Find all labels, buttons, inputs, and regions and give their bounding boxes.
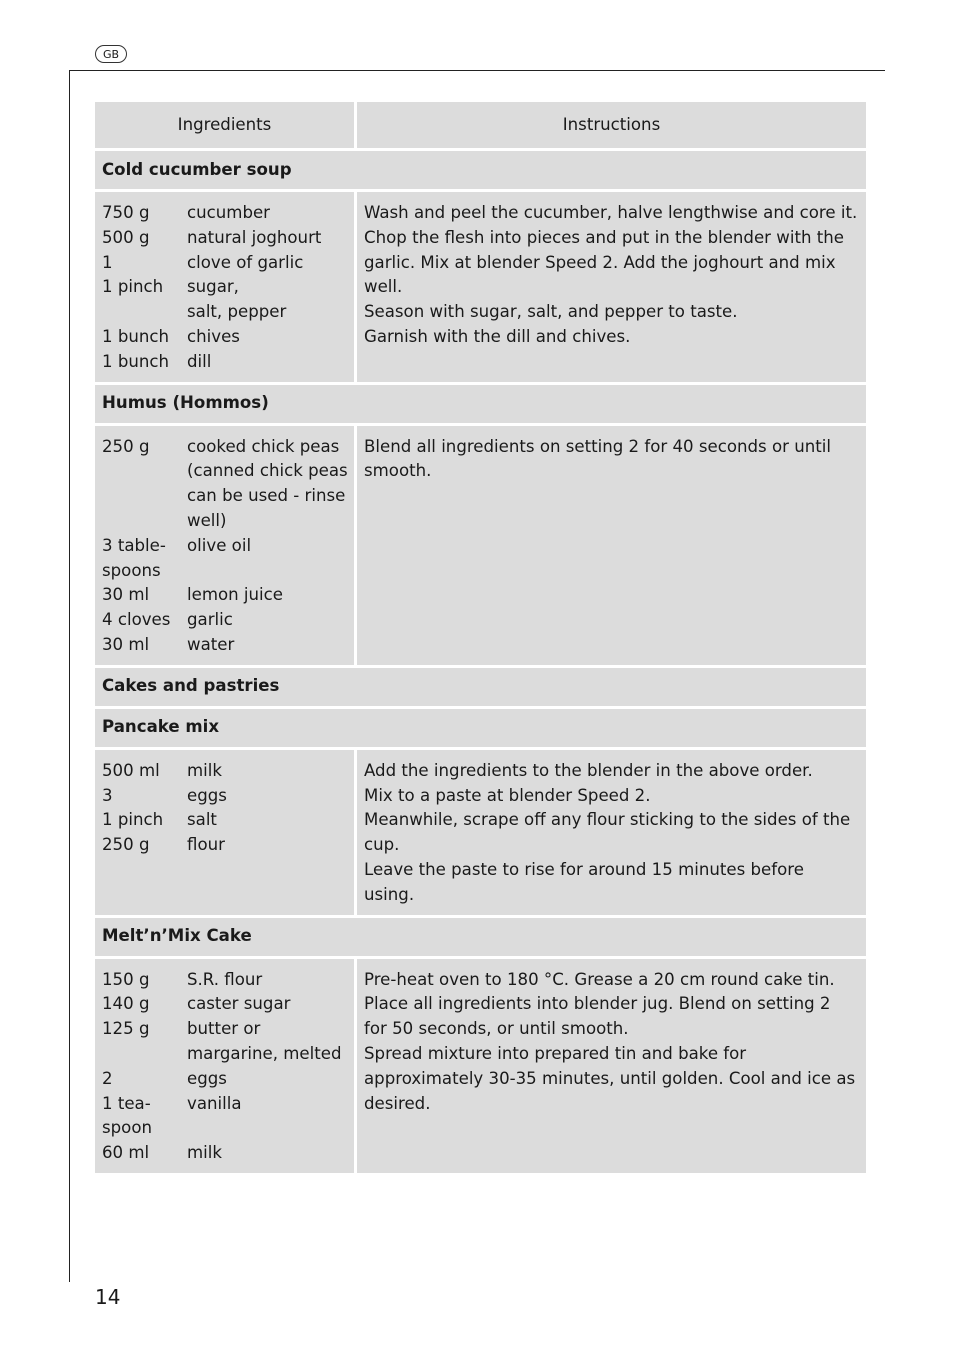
instructions-cell <box>357 750 866 915</box>
ingredient-line: 125 g butter or margarine, melted <box>102 1019 342 1063</box>
ingredient-line: 1 pinch sugar, <box>102 277 239 297</box>
ingredient-line: 30 ml lemon juice <box>102 585 283 605</box>
ingredients-cell <box>95 192 357 382</box>
ingredients-cell <box>95 959 357 1173</box>
instruction-line: Meanwhile, scrape off any flour sticking to the sides of the cup. <box>364 810 851 855</box>
instruction-line: Add the ingredients to the blender in the above order. <box>364 760 813 780</box>
ingredient-line: 3 table-spoons olive oil <box>102 535 252 580</box>
ingredient-line: 250 g flour <box>102 835 225 855</box>
ingredient-line: 2 eggs <box>102 1068 227 1088</box>
ingredient-line: 150 g S.R. flour <box>102 969 263 989</box>
ingredient-line: 500 ml milk <box>102 760 222 780</box>
section-title-row <box>95 709 866 747</box>
instruction-line: Mix to a paste at blender Speed 2. <box>364 785 651 805</box>
ingredients-cell <box>95 426 357 665</box>
top-divider <box>69 70 885 71</box>
header-ingredients: Ingredients <box>95 102 357 148</box>
instructions-cell <box>357 192 866 382</box>
instruction-line: Spread mixture into prepared tin and bake for approximately 30-35 minutes, until golden. Cool and ice as desired. <box>364 1043 856 1113</box>
section-title-row <box>95 385 866 423</box>
recipe-title: Pancake mix <box>95 709 866 747</box>
ingredient-line: 500 g natural joghourt <box>102 227 322 247</box>
ingredient-line: 3 eggs <box>102 785 227 805</box>
table-header-row <box>95 102 866 148</box>
instructions-cell <box>357 959 866 1173</box>
page-number: 14 <box>95 1285 121 1309</box>
ingredient-line: 30 ml water <box>102 634 235 654</box>
recipe-row <box>95 192 866 382</box>
recipe-title: Melt’n’Mix Cake <box>95 918 866 956</box>
ingredient-line: 1 tea-spoon vanilla <box>102 1093 242 1138</box>
recipe-title: Cold cucumber soup <box>95 151 866 189</box>
language-badge: GB <box>95 45 127 63</box>
instruction-line: Garnish with the dill and chives. <box>364 326 631 346</box>
ingredient-line: 4 cloves garlic <box>102 610 233 630</box>
ingredient-line: 60 ml milk <box>102 1143 222 1163</box>
instructions-cell <box>357 426 866 665</box>
ingredient-line: 750 g cucumber <box>102 203 271 222</box>
section-title-row <box>95 151 866 189</box>
section-title-row <box>95 918 866 956</box>
instruction-line: Chop the flesh into pieces and put in the blender with the garlic. Mix at blender Speed 2. Add the joghourt and mix well. <box>364 227 844 297</box>
recipe-title: Humus (Hommos) <box>95 385 866 423</box>
recipe-table <box>95 99 866 1176</box>
ingredient-line: 1 bunch chives <box>102 326 240 346</box>
instruction-line: Pre-heat oven to 180 °C. Grease a 20 cm round cake tin. <box>364 969 835 989</box>
instruction-line: Wash and peel the cucumber, halve lengthwise and core it. <box>364 203 858 222</box>
ingredient-line: 250 g cooked chick peas (canned chick peas can be used - rinse well) <box>102 436 348 530</box>
ingredient-line: 1 bunch dill <box>102 351 212 371</box>
recipe-row <box>95 426 866 665</box>
ingredient-line: 140 g caster sugar <box>102 994 291 1014</box>
instruction-line: Blend all ingredients on setting 2 for 40 seconds or until smooth. <box>364 436 831 481</box>
instruction-line: Season with sugar, salt, and pepper to taste. <box>364 302 738 322</box>
ingredient-line: 1 clove of garlic <box>102 252 304 272</box>
ingredient-line: 1 pinch salt <box>102 810 217 830</box>
category-title: Cakes and pastries <box>95 668 866 706</box>
ingredient-line: salt, pepper <box>187 302 287 322</box>
section-title-row <box>95 668 866 706</box>
instruction-line: Place all ingredients into blender jug. Blend on setting 2 for 50 seconds, or until smooth. <box>364 994 831 1039</box>
left-margin-rule <box>69 70 70 1282</box>
recipe-row <box>95 959 866 1173</box>
header-instructions: Instructions <box>357 102 866 148</box>
ingredients-cell <box>95 750 357 915</box>
instruction-line: Leave the paste to rise for around 15 minutes before using. <box>364 859 804 904</box>
recipe-row <box>95 750 866 915</box>
